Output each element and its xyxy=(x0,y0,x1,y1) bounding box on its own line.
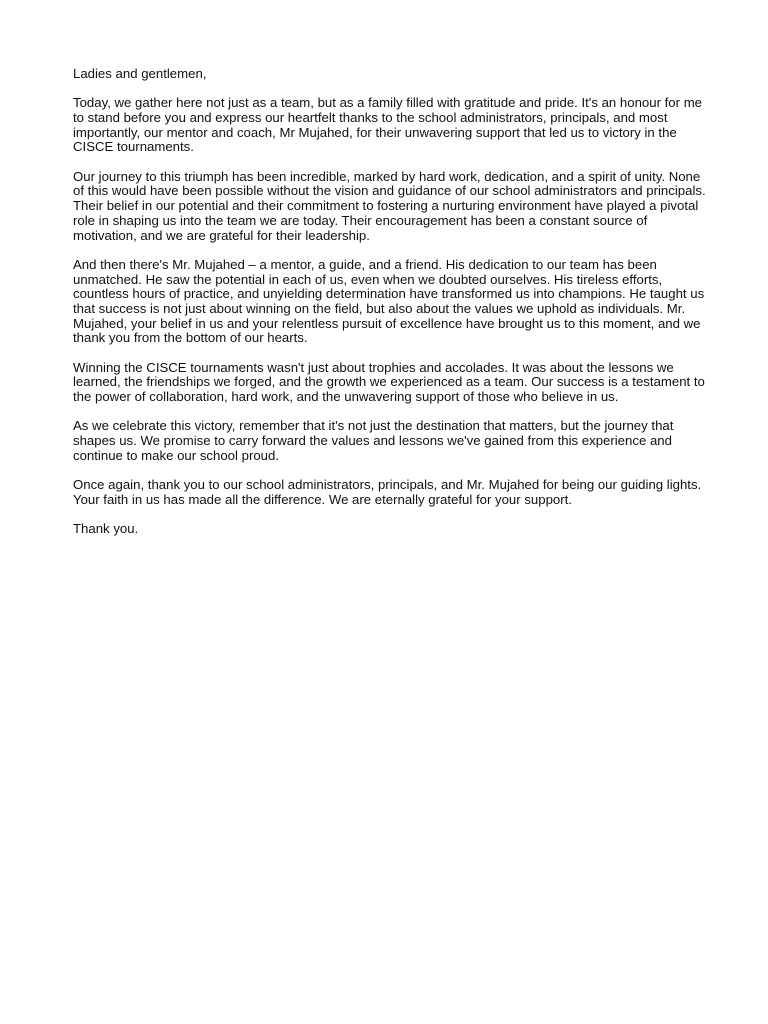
paragraph-6: Once again, thank you to our school administrators, principals, and Mr. Mujahed for being our guiding lights. Your faith in us has made all the difference. We are eternally grateful for your support. xyxy=(73,477,702,507)
paragraph-2: Our journey to this triumph has been incredible, marked by hard work, dedication, and a spirit of unity. None of this would have been possible without the vision and guidance of our school administrators and principals. Their belief in our potential and their commitment to fostering a nurturing environment have played a pivotal role in shaping us into the team we are today. Their encouragement has been a constant source of motivation, and we are grateful for their leadership. xyxy=(73,168,706,243)
paragraph-4: Winning the CISCE tournaments wasn't just about trophies and accolades. It was about the lessons we learned, the friendships we forged, and the growth we experienced as a team. Our success is a testament to the power of collaboration, hard work, and the unwavering support of those who believe in us. xyxy=(73,359,705,405)
speech-body xyxy=(73,67,708,537)
closing: Thank you. xyxy=(73,521,139,537)
paragraph-3: And then there's Mr. Mujahed – a mentor, a guide, and a friend. His dedication to our team has been unmatched. He saw the potential in each of us, even when we doubted ourselves. His tireless efforts, countless hours of practice, and unyielding determination have transformed us into champions. He taught us that success is not just about winning on the field, but also about the values we uphold as individuals. Mr. Mujahed, your belief in us and your relentless pursuit of excellence have brought us to this moment, and we thank you from the bottom of our hearts. xyxy=(73,256,705,346)
paragraph-1: Today, we gather here not just as a team, but as a family filled with gratitude and pride. It's an honour for me to stand before you and express our heartfelt thanks to the school administrators, principals, and most importantly, our mentor and coach, Mr Mujahed, for their unwavering support that led us to victory in the CISCE tournaments. xyxy=(73,95,703,155)
salutation: Ladies and gentlemen, xyxy=(73,66,207,81)
paragraph-5: As we celebrate this victory, remember that it's not just the destination that matters, but the journey that shapes us. We promise to carry forward the values and lessons we've gained from this experience and continue to make our school proud. xyxy=(73,418,674,463)
